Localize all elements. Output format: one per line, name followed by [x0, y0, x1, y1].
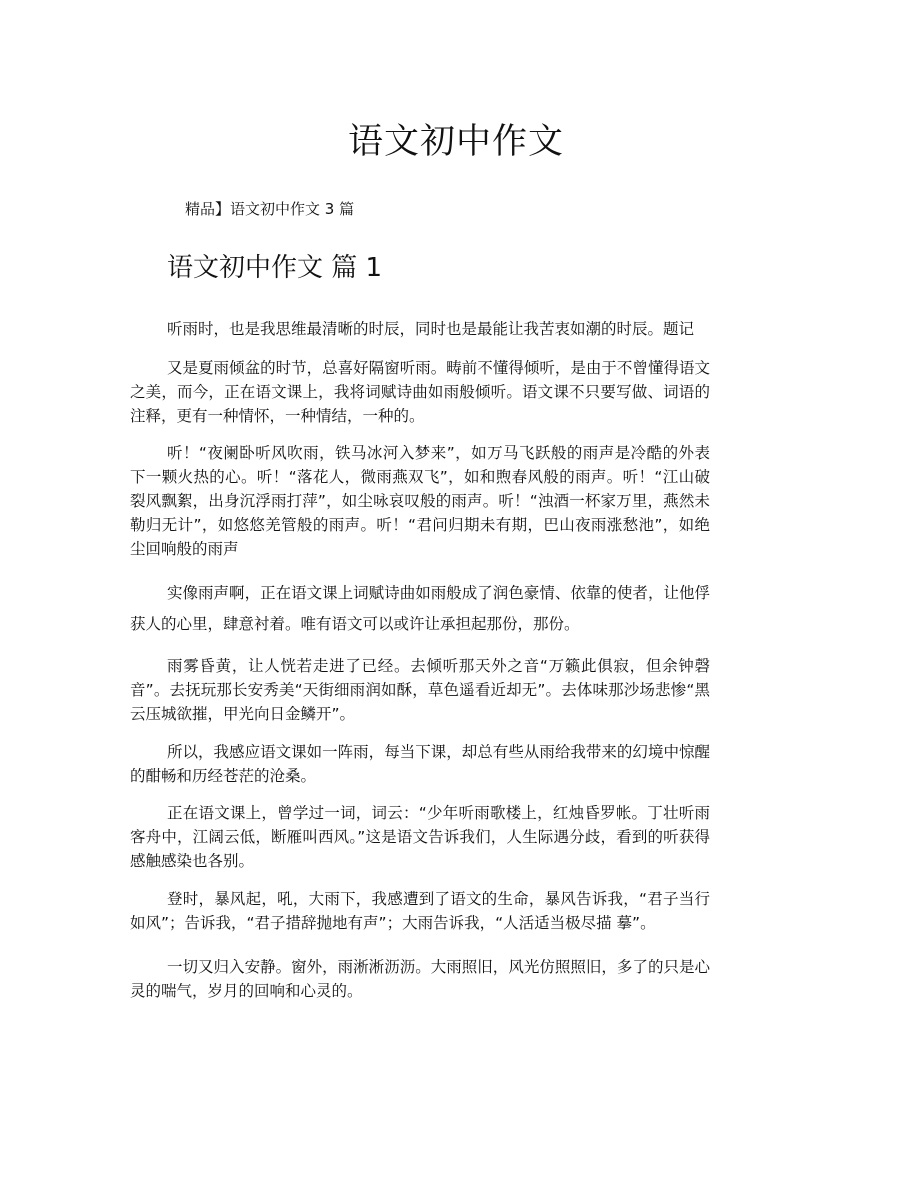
section-heading: 语文初中作文 篇 1	[167, 253, 383, 283]
paragraph-2: 又是夏雨倾盆的时节，总喜好隔窗听雨。畴前不懂得倾听，是由于不曾懂得语文之美，而今，正在语文课上，我将词赋诗曲如雨般倾听。语文课不只要写做、词语的注释，更有一种情怀，一种情结，一种的。	[130, 359, 710, 425]
paragraph-8: 登时，暴风起，吼，大雨下，我感遭到了语文的生命，暴风告诉我，“君子当行如风”；告诉我，“君子措辞抛地有声”；大雨告诉我，“人活适当极尽描 摹”。	[130, 890, 710, 932]
document-subtitle: 精品】语文初中作文 3 篇	[185, 200, 355, 218]
paragraph-6: 所以，我感应语文课如一阵雨，每当下课，却总有些从雨给我带来的幻境中惊醒的酣畅和历经苍茫的沧桑。	[130, 743, 710, 785]
document-title: 语文初中作文	[347, 122, 564, 162]
paragraph-9: 一切又归入安静。窗外，雨淅淅沥沥。大雨照旧，风光仿照照旧，多了的只是心灵的喘气，岁月的回响和心灵的。	[130, 958, 710, 1000]
paragraph-4: 实像雨声啊，正在语文课上词赋诗曲如雨般成了润色豪情、依靠的使者，让他俘获人的心里，肆意衬着。唯有语文可以或许让承担起那份，那份。	[130, 584, 710, 633]
paragraph-3: 听！“夜阑卧听风吹雨，铁马冰河入梦来”，如万马飞跃般的雨声是冷酷的外表下一颗火热的心。听！“落花人，微雨燕双飞”，如和煦春风般的雨声。听！“江山破裂风飘絮，出身沉浮雨打萍”，如尘咏哀叹般的雨声。听！“浊酒一杯家万里，燕然未勒归无计”，如悠悠羌管般的雨声。听！“君问归期未有期，巴山夜雨涨愁池”，如绝尘回响般的雨声	[130, 444, 710, 558]
paragraph-1: 听雨时，也是我思维最清晰的时辰，同时也是最能让我苦衷如潮的时辰。题记	[167, 320, 695, 338]
paragraph-5: 雨雾昏黄，让人恍若走进了已经。去倾听那天外之音“万籁此俱寂，但余钟磬音”。去抚玩那长安秀美“天街细雨润如酥，草色遥看近却无”。去体味那沙场悲惨“黑云压城欲摧，甲光向日金鳞开”。	[130, 657, 710, 723]
paragraph-7: 正在语文课上，曾学过一词，词云：“少年听雨歌楼上，红烛昏罗帐。丁壮听雨客舟中，江阔云低，断雁叫西风。”这是语文告诉我们，人生际遇分歧，看到的听获得感触感染也各别。	[130, 804, 710, 870]
